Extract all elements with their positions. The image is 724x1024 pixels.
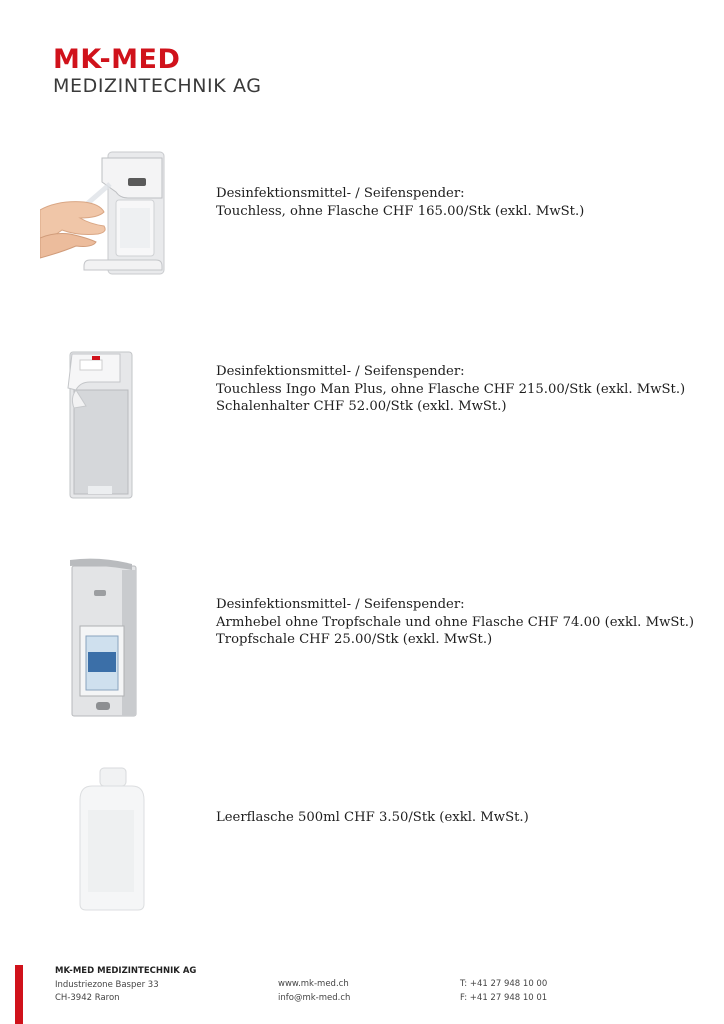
product-line: Tropfschale CHF 25.00/Stk (exkl. MwSt.) bbox=[216, 632, 493, 647]
product-image-empty-bottle bbox=[76, 766, 148, 912]
footer-street: Industriezone Basper 33 bbox=[55, 979, 159, 990]
product-text-1 bbox=[216, 185, 584, 220]
product-line: Touchless Ingo Man Plus, ohne Flasche CHF 215.00/Stk (exkl. MwSt.) bbox=[216, 381, 686, 397]
company-logo bbox=[53, 46, 262, 97]
footer-company: MK-MED MEDIZINTECHNIK AG bbox=[55, 966, 197, 976]
product-image-arm-lever-dispenser bbox=[62, 556, 152, 722]
product-text-3 bbox=[216, 596, 694, 649]
product-text-4 bbox=[216, 809, 529, 827]
product-line: Desinfektionsmittel- / Seifenspender: bbox=[216, 364, 465, 379]
footer-contact bbox=[278, 978, 350, 1005]
footer-phone bbox=[460, 978, 547, 1005]
logo-sub-text: MEDIZINTECHNIK AG bbox=[53, 75, 262, 97]
product-image-touchless-dispenser bbox=[40, 148, 170, 283]
product-line: Touchless, ohne Flasche CHF 165.00/Stk (exkl. MwSt.) bbox=[216, 203, 585, 219]
footer-accent-bar bbox=[15, 965, 23, 1024]
footer-fax-number: F: +41 27 948 10 01 bbox=[460, 992, 548, 1003]
footer-web-link[interactable]: www.mk-med.ch bbox=[278, 979, 349, 989]
footer-phone-number: T: +41 27 948 10 00 bbox=[460, 979, 548, 989]
logo-main-text: MK-MED bbox=[53, 44, 181, 75]
product-image-ingo-man-dispenser bbox=[48, 346, 153, 501]
product-line: Armhebel ohne Tropfschale und ohne Flasche CHF 74.00 (exkl. MwSt.) bbox=[216, 614, 695, 630]
product-line: Desinfektionsmittel- / Seifenspender: bbox=[216, 597, 465, 612]
product-text-2 bbox=[216, 363, 685, 416]
product-line: Desinfektionsmittel- / Seifenspender: bbox=[216, 186, 465, 201]
footer-address bbox=[55, 965, 196, 1006]
footer-city: CH-3942 Raron bbox=[55, 993, 120, 1003]
footer-email-link[interactable]: info@mk-med.ch bbox=[278, 992, 351, 1003]
product-line: Leerflasche 500ml CHF 3.50/Stk (exkl. MwSt.) bbox=[216, 810, 529, 825]
product-line: Schalenhalter CHF 52.00/Stk (exkl. MwSt.) bbox=[216, 399, 507, 414]
